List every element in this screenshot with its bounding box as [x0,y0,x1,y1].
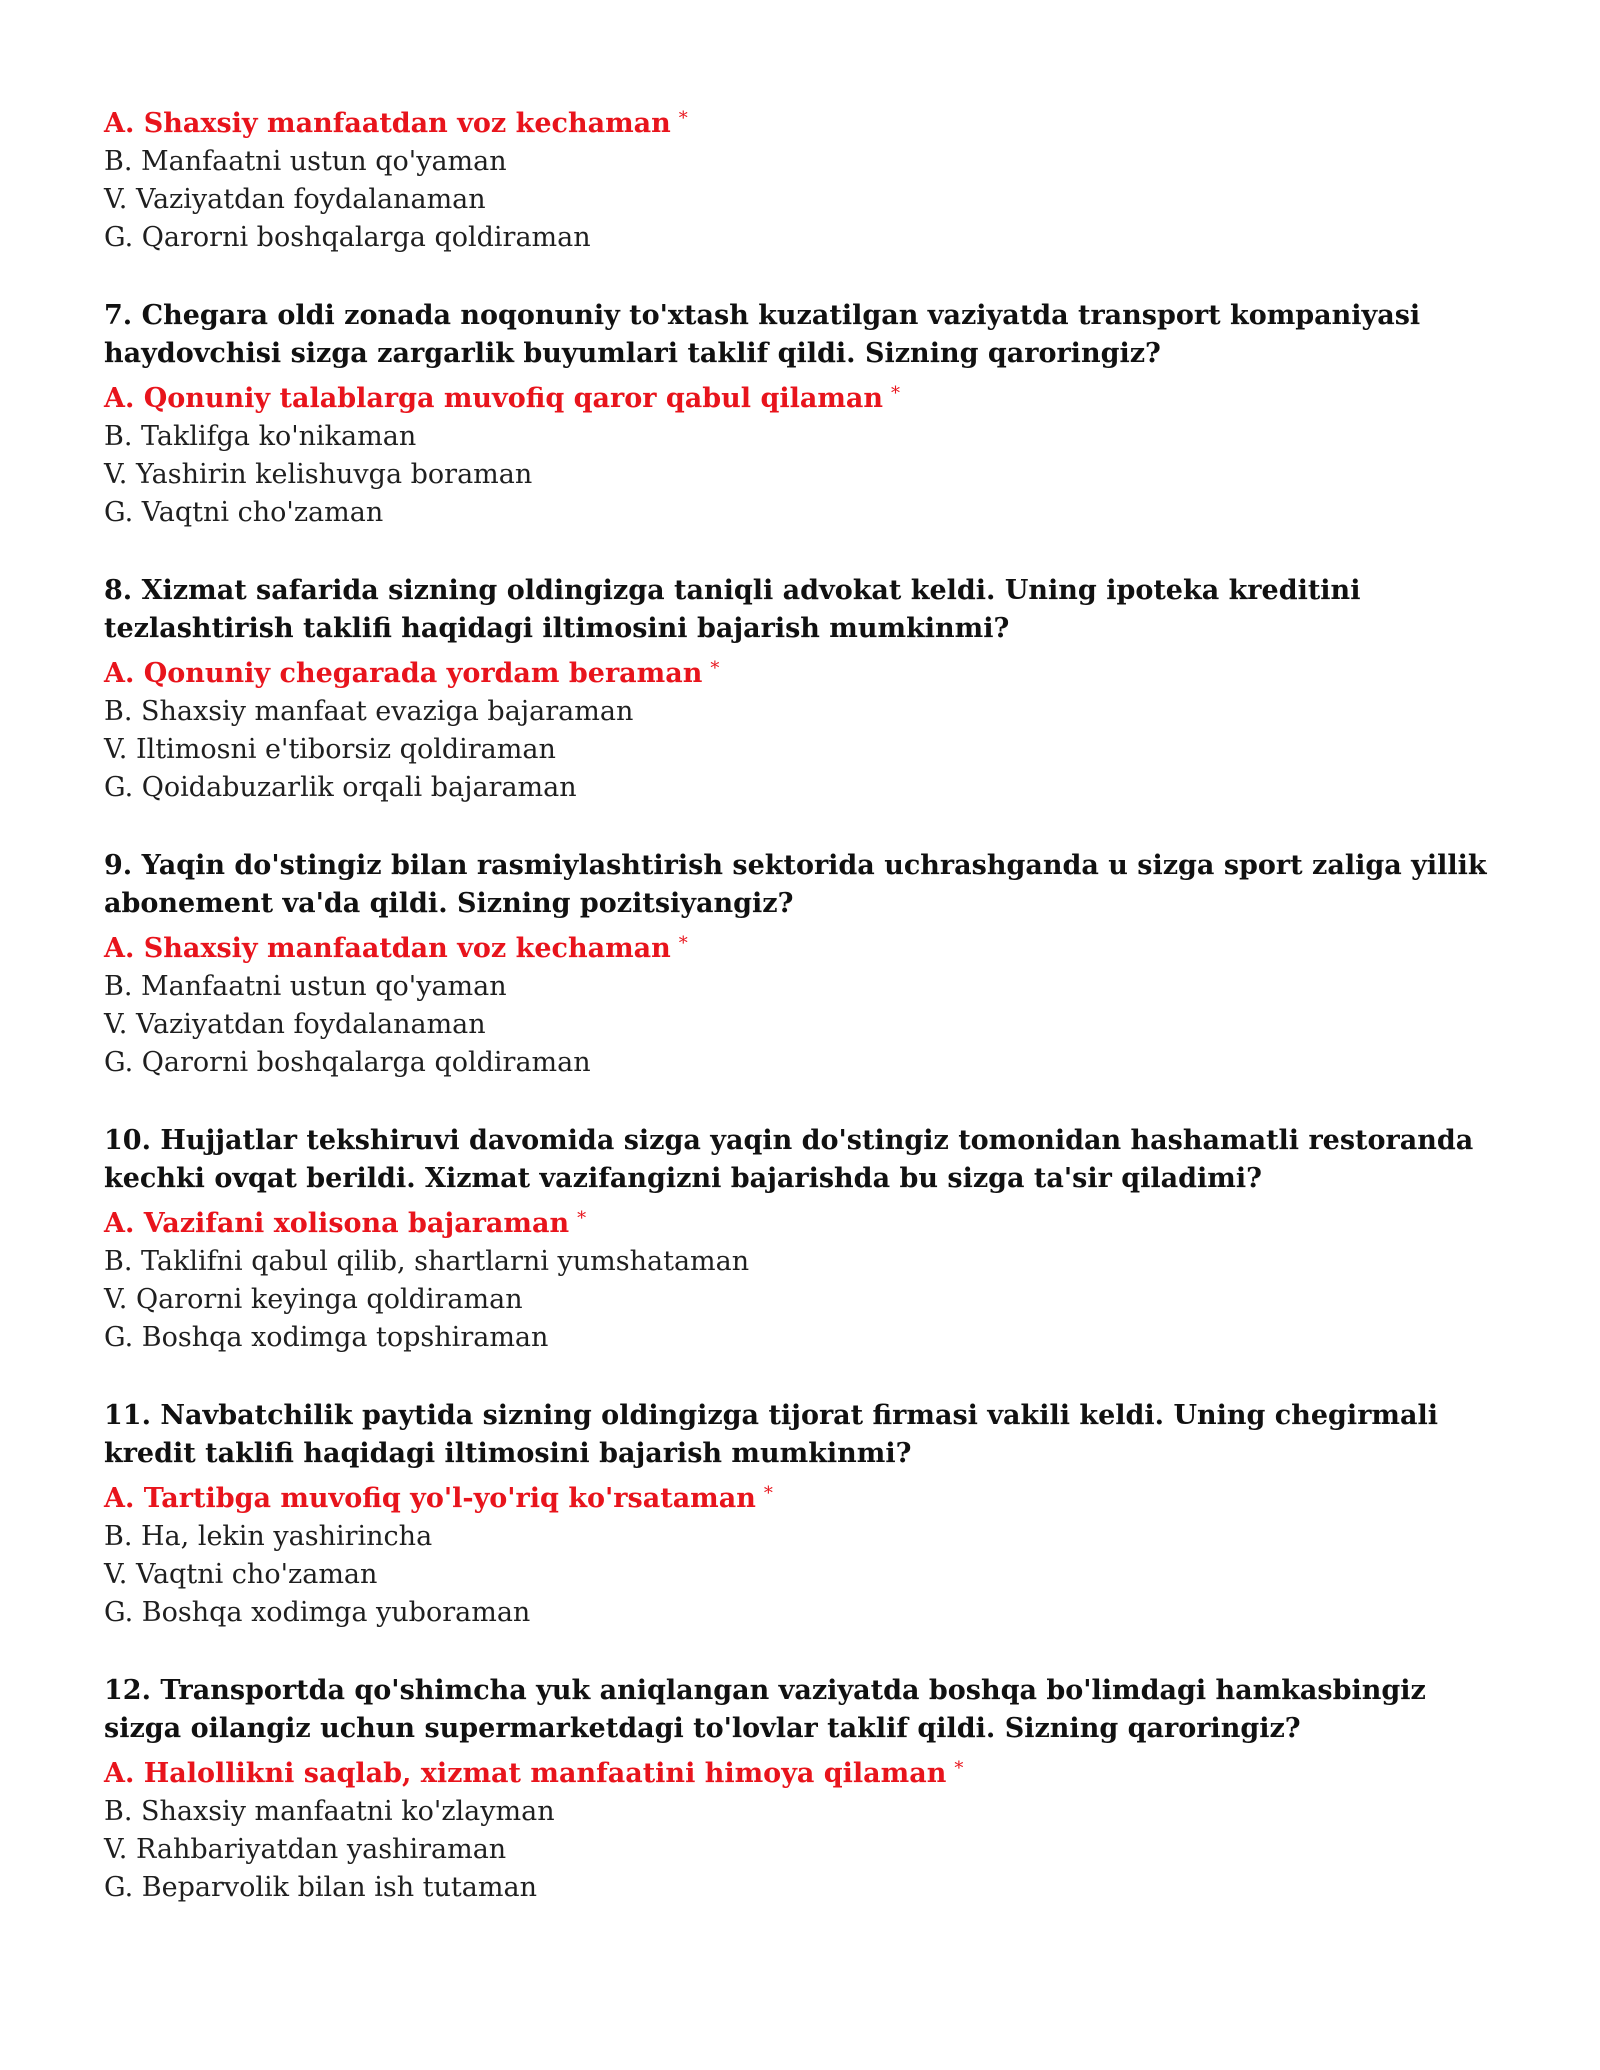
option-v: V. Yashirin kelishuvga boraman [104,459,533,490]
option-b: B. Shaxsiy manfaatni ko'zlayman [104,1796,555,1827]
option-a-correct: A. Qonuniy chegarada yordam beraman * [104,658,720,689]
correct-marker: * [678,108,688,129]
answer-block-prev [104,100,1504,257]
correct-marker: * [678,933,688,954]
question-text: 9. Yaqin do'stingiz bilan rasmiylashtirish sektorida uchrashganda u sizga sport zaliga yillik abonement va'da qildi. Sizning pozitsiyangiz? [104,850,1487,919]
option-v: V. Vaziyatdan foydalanaman [104,184,486,215]
option-b: B. Taklifga ko'nikaman [104,421,417,452]
option-g: G. Qarorni boshqalarga qoldiraman [104,222,591,253]
option-a-correct: A. Shaxsiy manfaatdan voz kechaman * [104,933,688,964]
correct-marker: * [710,658,720,679]
option-v: V. Iltimosni e'tiborsiz qoldiraman [104,734,556,765]
question-text: 11. Navbatchilik paytida sizning oldingizga tijorat firmasi vakili keldi. Uning chegirmali kredit taklifi haqidagi iltimosini bajarish mumkinmi? [104,1400,1438,1469]
option-g: G. Boshqa xodimga yuboraman [104,1597,531,1628]
option-b: B. Manfaatni ustun qo'yaman [104,146,507,177]
option-v: V. Vaziyatdan foydalanaman [104,1009,486,1040]
option-g: G. Beparvolik bilan ish tutaman [104,1872,537,1903]
option-v: V. Vaqtni cho'zaman [104,1559,378,1590]
question-text: 8. Xizmat safarida sizning oldingizga taniqli advokat keldi. Uning ipoteka kreditini tezlashtirish taklifi haqidagi iltimosini bajarish mumkinmi? [104,575,1361,644]
question-block-9 [104,847,1504,1082]
option-g: G. Qoidabuzarlik orqali bajaraman [104,772,577,803]
option-v: V. Rahbariyatdan yashiraman [104,1834,507,1865]
question-block-8 [104,572,1504,807]
correct-marker: * [763,1483,773,1504]
question-text: 12. Transportda qo'shimcha yuk aniqlangan vaziyatda boshqa bo'limdagi hamkasbingiz sizga oilangiz uchun supermarketdagi to'lovlar taklif qildi. Sizning qaroringiz? [104,1675,1426,1744]
question-block-12 [104,1672,1504,1907]
option-g: G. Qarorni boshqalarga qoldiraman [104,1047,591,1078]
correct-marker: * [954,1758,964,1779]
question-block-11 [104,1397,1504,1632]
option-a-correct: A. Tartibga muvofiq yo'l-yo'riq ko'rsataman * [104,1483,773,1514]
correct-marker: * [577,1208,587,1229]
option-b: B. Taklifni qabul qilib, shartlarni yumshataman [104,1246,750,1277]
option-g: G. Boshqa xodimga topshiraman [104,1322,549,1353]
question-text: 10. Hujjatlar tekshiruvi davomida sizga yaqin do'stingiz tomonidan hashamatli restoranda kechki ovqat berildi. Xizmat vazifangizni bajarishda bu sizga ta'sir qiladimi? [104,1125,1474,1194]
option-g: G. Vaqtni cho'zaman [104,497,384,528]
question-text: 7. Chegara oldi zonada noqonuniy to'xtash kuzatilgan vaziyatda transport kompaniyasi haydovchisi sizga zargarlik buyumlari taklif qildi. Sizning qaroringiz? [104,300,1421,369]
document-content [104,100,1504,1907]
question-block-10 [104,1122,1504,1357]
option-a-correct: A. Shaxsiy manfaatdan voz kechaman * [104,108,688,139]
option-b: B. Ha, lekin yashirincha [104,1521,433,1552]
correct-marker: * [891,383,901,404]
question-block-7 [104,297,1504,532]
option-b: B. Shaxsiy manfaat evaziga bajaraman [104,696,634,727]
option-a-correct: A. Vazifani xolisona bajaraman * [104,1208,587,1239]
option-a-correct: A. Qonuniy talablarga muvofiq qaror qabul qilaman * [104,383,901,414]
option-a-correct: A. Halollikni saqlab, xizmat manfaatini himoya qilaman * [104,1758,964,1789]
option-v: V. Qarorni keyinga qoldiraman [104,1284,523,1315]
option-b: B. Manfaatni ustun qo'yaman [104,971,507,1002]
